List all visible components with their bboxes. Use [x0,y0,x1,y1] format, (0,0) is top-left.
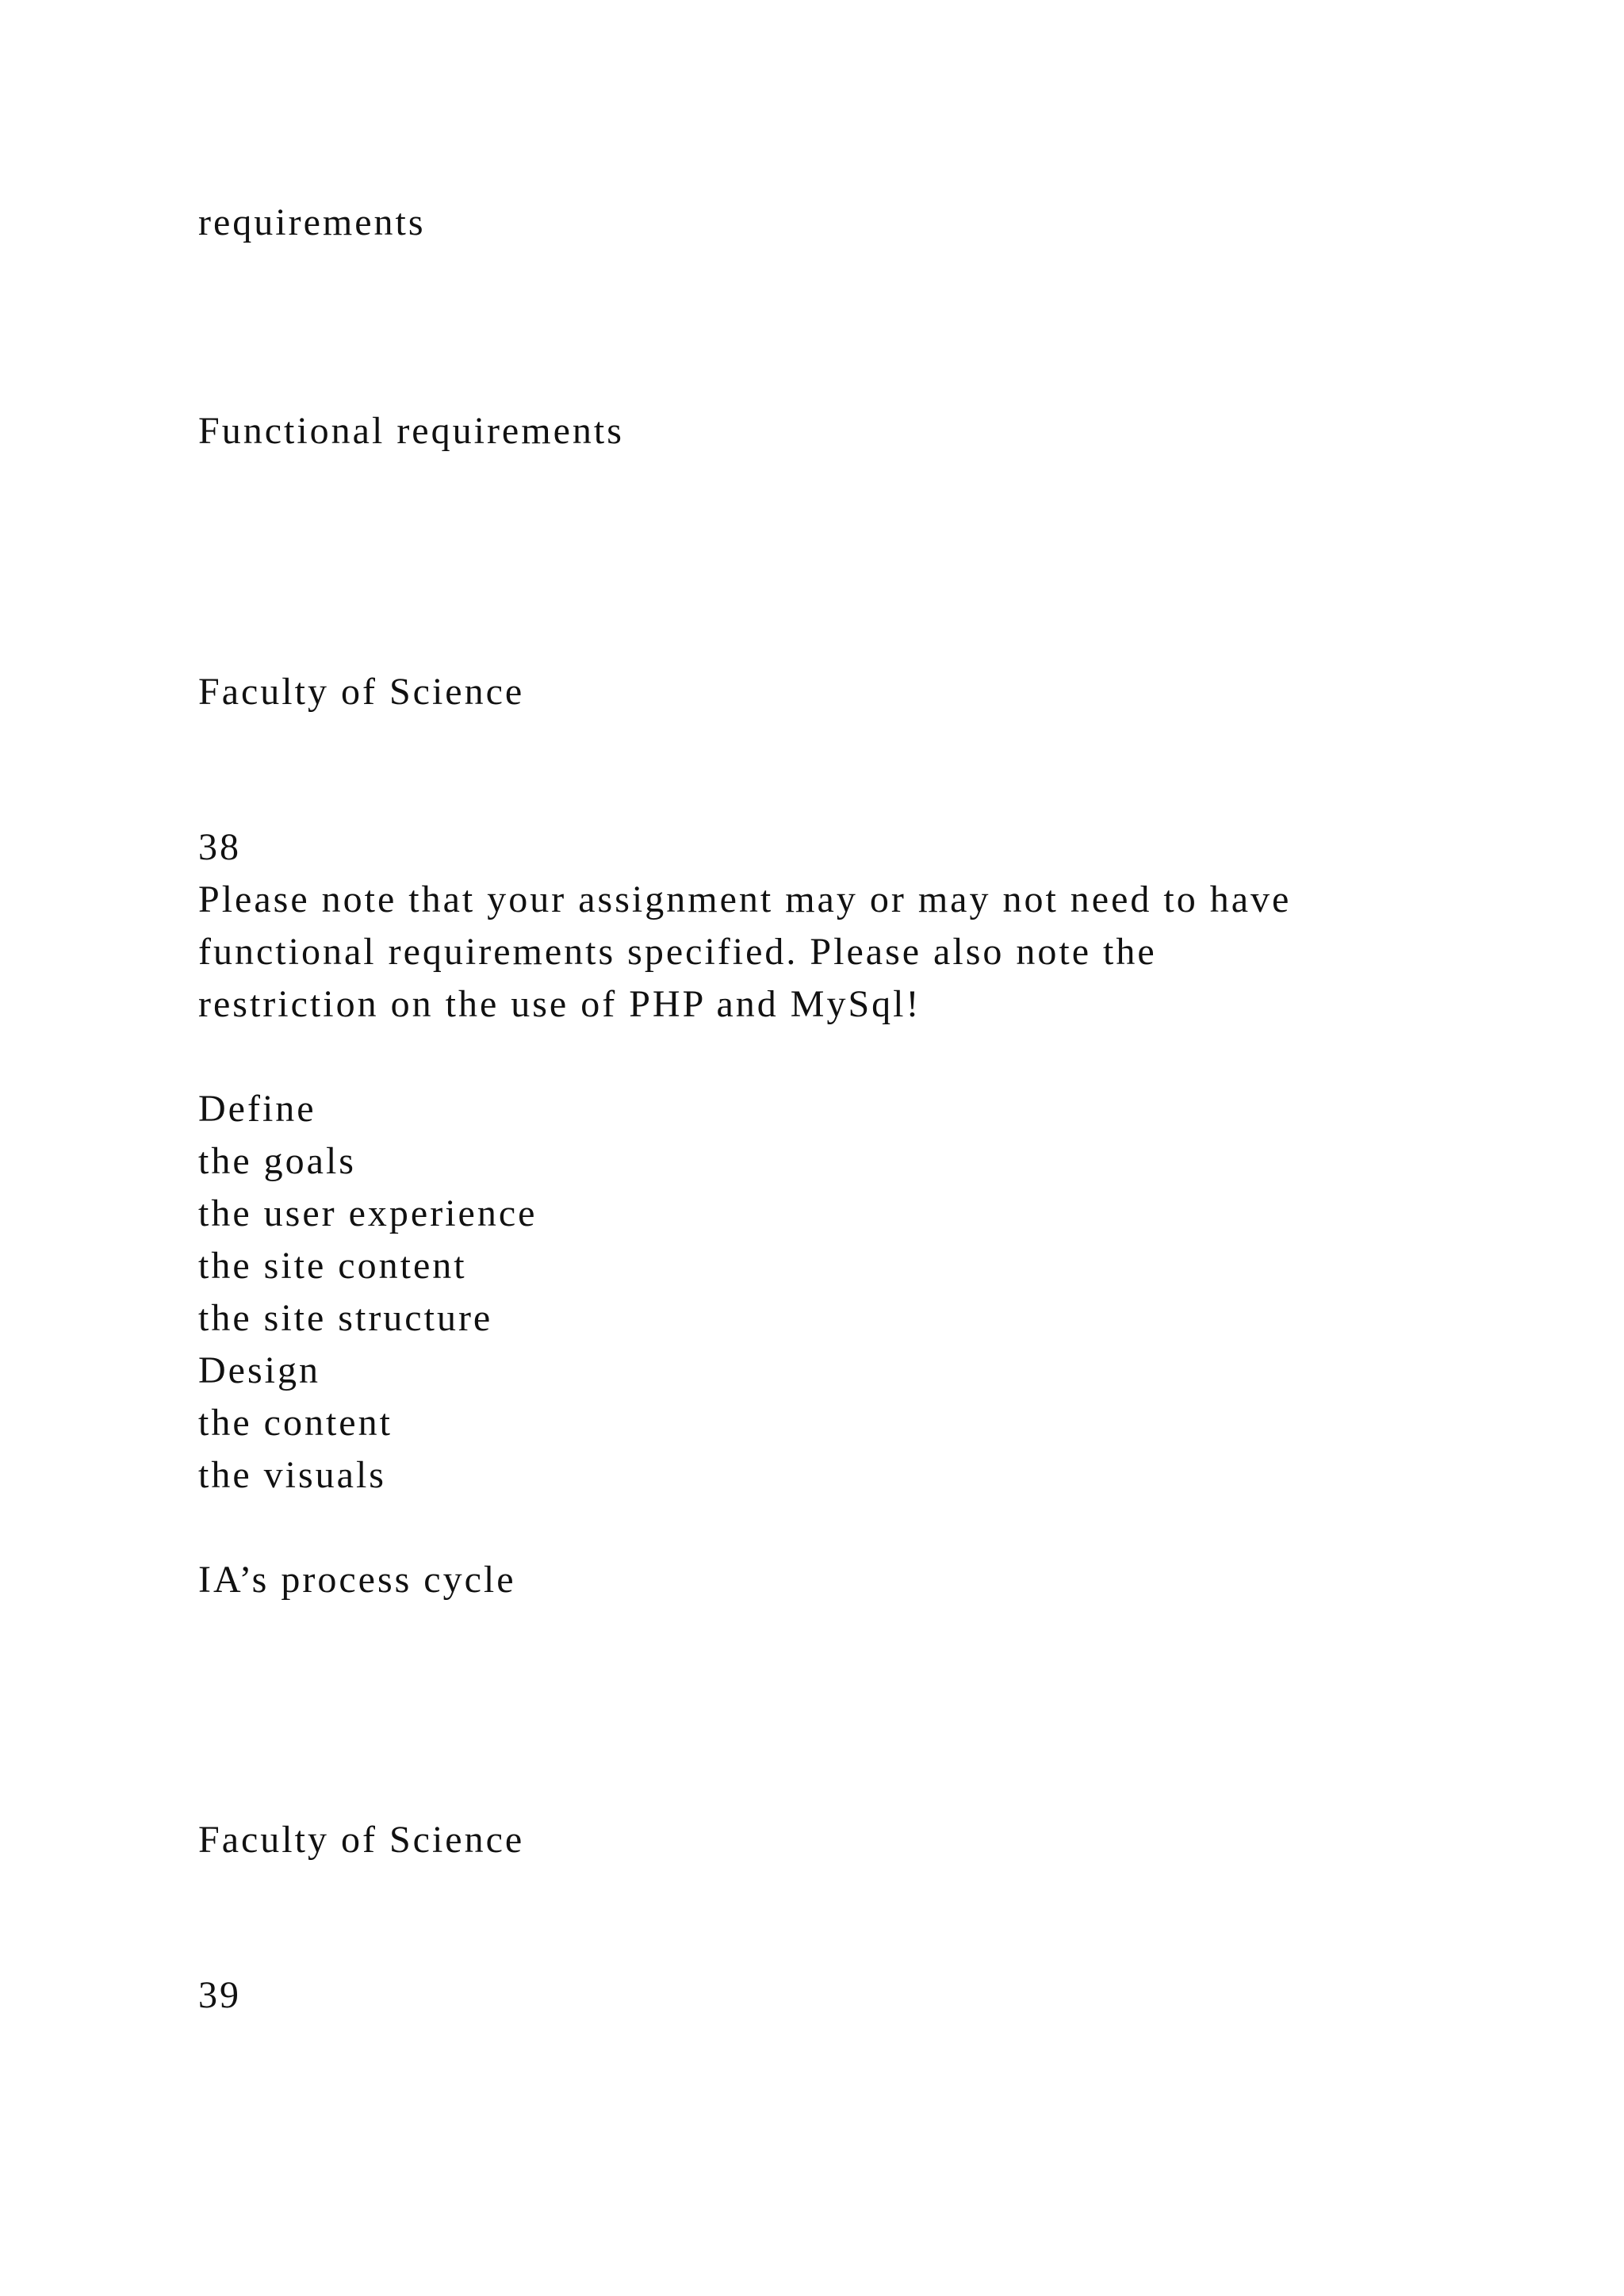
process-list [198,1083,537,1502]
note-paragraph [198,874,1291,1031]
define-item: the goals [198,1140,356,1182]
footer-faculty: Faculty of Science [198,1819,525,1861]
footer-faculty: Faculty of Science [198,671,525,713]
note-line: functional requirements specified. Please also note the [198,931,1157,973]
design-item: the visuals [198,1454,386,1496]
design-item: the content [198,1402,393,1444]
slide-title: IA’s process cycle [198,1559,516,1601]
note-line: Please note that your assignment may or may not need to have [198,878,1292,920]
page-number: 38 [198,826,241,868]
note-line: restriction on the use of PHP and MySql! [198,983,921,1025]
continued-word: requirements [198,201,426,243]
define-item: the site structure [198,1297,493,1339]
page-number: 39 [198,1974,241,2016]
define-item: the user experience [198,1192,538,1234]
define-label: Define [198,1088,316,1130]
define-item: the site content [198,1245,467,1287]
design-label: Design [198,1349,320,1391]
slide-heading: Functional requirements [198,410,624,452]
